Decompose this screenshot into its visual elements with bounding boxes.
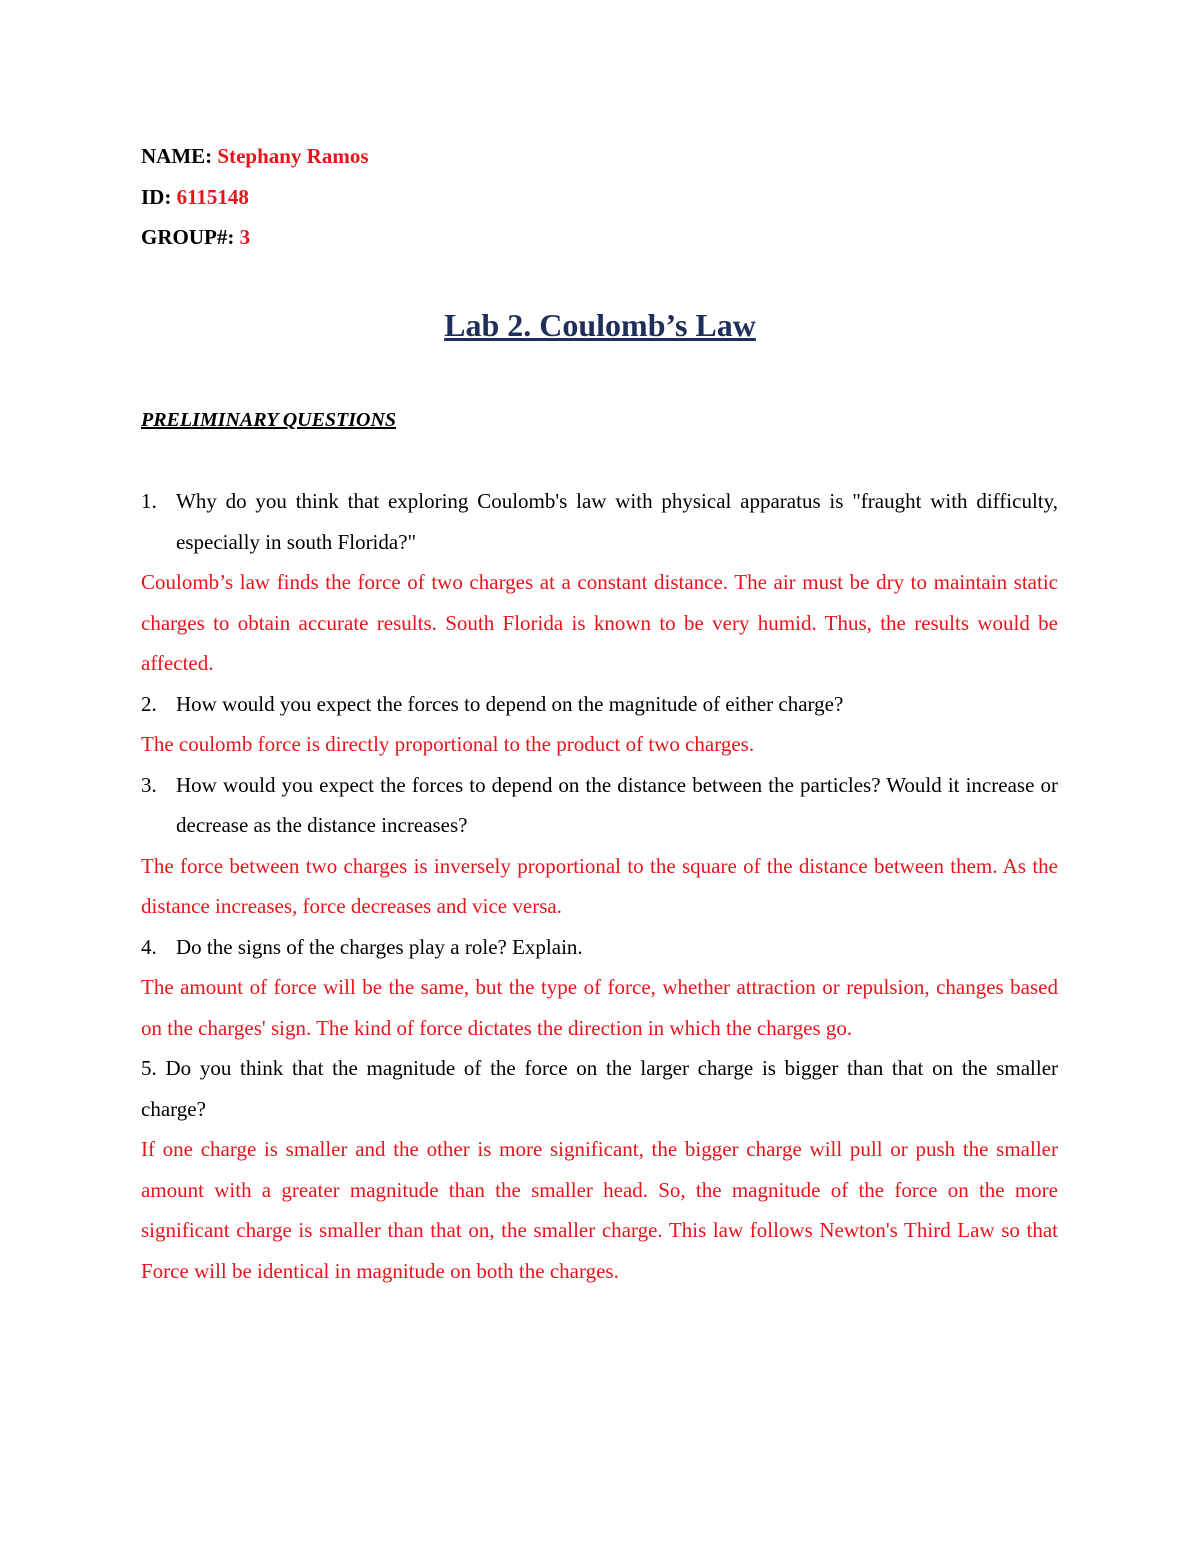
question-5: [141, 1048, 1058, 1129]
group-value: 3: [239, 225, 251, 249]
question-3: [141, 765, 1058, 846]
question-2: [141, 684, 1058, 725]
group-line: [141, 224, 250, 250]
question-text: Do the signs of the charges play a role? Explain.: [176, 934, 583, 959]
document-title: Lab 2. Coulomb’s Law: [444, 307, 756, 343]
id-label: ID:: [141, 185, 172, 209]
question-number: 4.: [141, 934, 157, 959]
question-number: 1.: [141, 489, 157, 513]
answer-5: If one charge is smaller and the other is more significant, the bigger charge will pull or push the smaller amount with a greater magnitude than the smaller head. So, the magnitude of the force on the more significant charge is smaller than that on, the smaller charge. This law follows Newton's Third Law so that Force will be identical in magnitude on both the charges.: [141, 1137, 1058, 1283]
id-line: [141, 184, 249, 210]
answer-4: The amount of force will be the same, but the type of force, whether attraction or repulsion, changes based on the charges' sign. The kind of force dictates the direction in which the charges go.: [141, 975, 1058, 1040]
question-text: Why do you think that exploring Coulomb's law with physical apparatus is "fraught with difficulty, especially in south Florida?": [176, 489, 1058, 554]
group-label: GROUP#:: [141, 225, 235, 249]
question-text: Do you think that the magnitude of the force on the larger charge is bigger than that on the smaller charge?: [141, 1056, 1059, 1121]
questions-body: [141, 481, 1058, 1291]
name-value: Stephany Ramos: [217, 144, 369, 168]
question-1: [141, 481, 1058, 562]
id-value: 6115148: [176, 185, 249, 209]
answer-1: Coulomb’s law finds the force of two charges at a constant distance. The air must be dry to maintain static charges to obtain accurate results. South Florida is known to be very humid. Thus, the results would be affected.: [141, 570, 1058, 675]
answer-2: The coulomb force is directly proportional to the product of two charges.: [141, 732, 755, 756]
question-4: [141, 927, 1058, 968]
question-number: 2.: [141, 691, 157, 716]
question-number: 5.: [141, 1056, 157, 1080]
question-text: How would you expect the forces to depend on the magnitude of either charge?: [176, 691, 844, 716]
section-heading: PRELIMINARY QUESTIONS: [141, 409, 397, 431]
name-line: [141, 143, 369, 169]
question-number: 3.: [141, 772, 157, 797]
answer-3: The force between two charges is inversely proportional to the square of the distance between them. As the distance increases, force decreases and vice versa.: [141, 853, 1058, 918]
question-text: How would you expect the forces to depend on the distance between the particles? Would it increase or decrease as the distance increases?: [176, 772, 1058, 837]
name-label: NAME:: [141, 144, 213, 168]
